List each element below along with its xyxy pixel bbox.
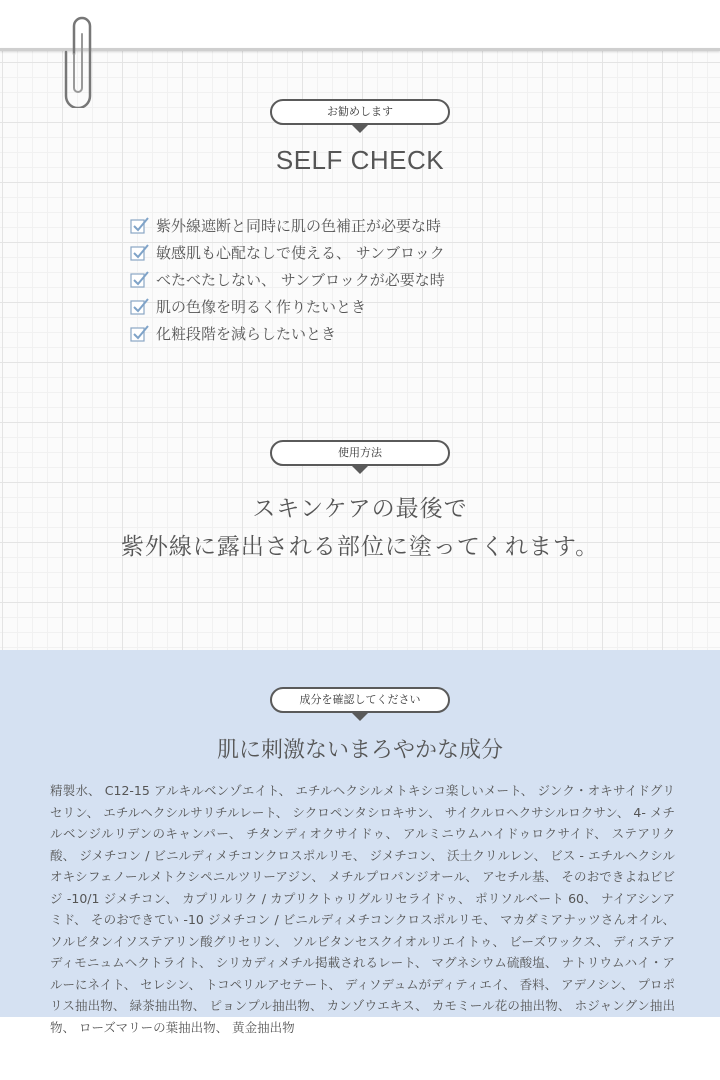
checkbox-checked-icon bbox=[130, 298, 149, 315]
usage-badge: 使用方法 bbox=[270, 440, 450, 466]
check-item bbox=[130, 212, 445, 239]
ingredients-badge: 成分を確認してください bbox=[270, 687, 450, 713]
self-check-title: SELF CHECK bbox=[275, 145, 445, 175]
top-divider bbox=[0, 48, 720, 51]
ingredients-list-text: 精製水、 C12-15 アルキルベンゾエイト、 エチルヘクシルメトキシコ楽しいメート、 ジンク・オキサイドグリセリン、 エチルヘクシルサリチルレート、 シクロペンタシロキサン、 サイクルロヘクサシルロクサン、 4- メチルベンジルリデンのキャンパー、 チタンディオクサイドゥ、 アルミニウムハイドゥロクサイド、 ステアリク酸、 ジメチコン / ビニルディメチコンクロスポルリモ、 ジメチコン、 沃土クリルレン、 ビス - エチルヘクシルオキシフェノールメトクシペニルツリーアジン、 メチルプロパンジオール、 アセチル基、 そのおできよねビビジ -10/1 ジメチコン、 カプリルリク / カプリクトゥリグルリセライドゥ、 ポリソルベート 60、 ナイアシンアミド、 そのおできてい -10 ジメチコン / ビニルディメチコンクロスポルリモ、 マカダミアナッツさんオイル、 ソルビタンイソステアリン酸グリセリン、 ソルビタンセスクイオルリエイトゥ、 ビーズワックス、 ディステアディモニュムヘクトライト、 シリカディメチル掲載されるレート、 マグネシウム硫酸塩、 ナトリウムハイ・アルーにネイト、 セレシン、 トコペリルアセテート、 ディソデュムがディティエイ、 香料、 アデノシン、 プロポリス抽出物、 緑茶抽出物、 ピョンプル抽出物、 カンゾウエキス、 カモミール花の抽出物、 ホジャングン抽出物、 ローズマリーの葉抽出物、 黄金抽出物 bbox=[50, 783, 675, 1035]
check-item-label: べたべたしない、 サンブロックが必要な時 bbox=[156, 271, 445, 289]
paperclip-icon bbox=[64, 12, 100, 108]
top-margin bbox=[0, 0, 720, 48]
recommend-badge: お勧めします bbox=[270, 99, 450, 125]
checkbox-checked-icon bbox=[130, 271, 149, 288]
usage-badge-pointer bbox=[352, 466, 368, 474]
check-item bbox=[130, 266, 445, 293]
check-item bbox=[130, 320, 445, 347]
recommend-badge-pointer bbox=[352, 125, 368, 133]
check-item bbox=[130, 293, 445, 320]
usage-line-2: 紫外線に露出される部位に塗ってくれます。 bbox=[120, 534, 600, 560]
ingredients-title: 肌に刺激ないまろやかな成分 bbox=[216, 737, 503, 762]
check-item-label: 紫外線遮断と同時に肌の色補正が必要な時 bbox=[156, 217, 442, 235]
checkbox-checked-icon bbox=[130, 325, 149, 342]
check-item bbox=[130, 239, 445, 266]
ingredients-badge-pointer bbox=[352, 713, 368, 721]
usage-description bbox=[0, 490, 720, 566]
checkbox-checked-icon bbox=[130, 217, 149, 234]
self-check-list bbox=[130, 212, 445, 347]
check-item-label: 敏感肌も心配なしで使える、 サンブロック bbox=[156, 244, 445, 262]
usage-line-1: スキンケアの最後で bbox=[252, 496, 468, 522]
check-item-label: 化粧段階を減らしたいとき bbox=[156, 325, 337, 343]
check-item-label: 肌の色像を明るく作りたいとき bbox=[156, 298, 367, 316]
checkbox-checked-icon bbox=[130, 244, 149, 261]
